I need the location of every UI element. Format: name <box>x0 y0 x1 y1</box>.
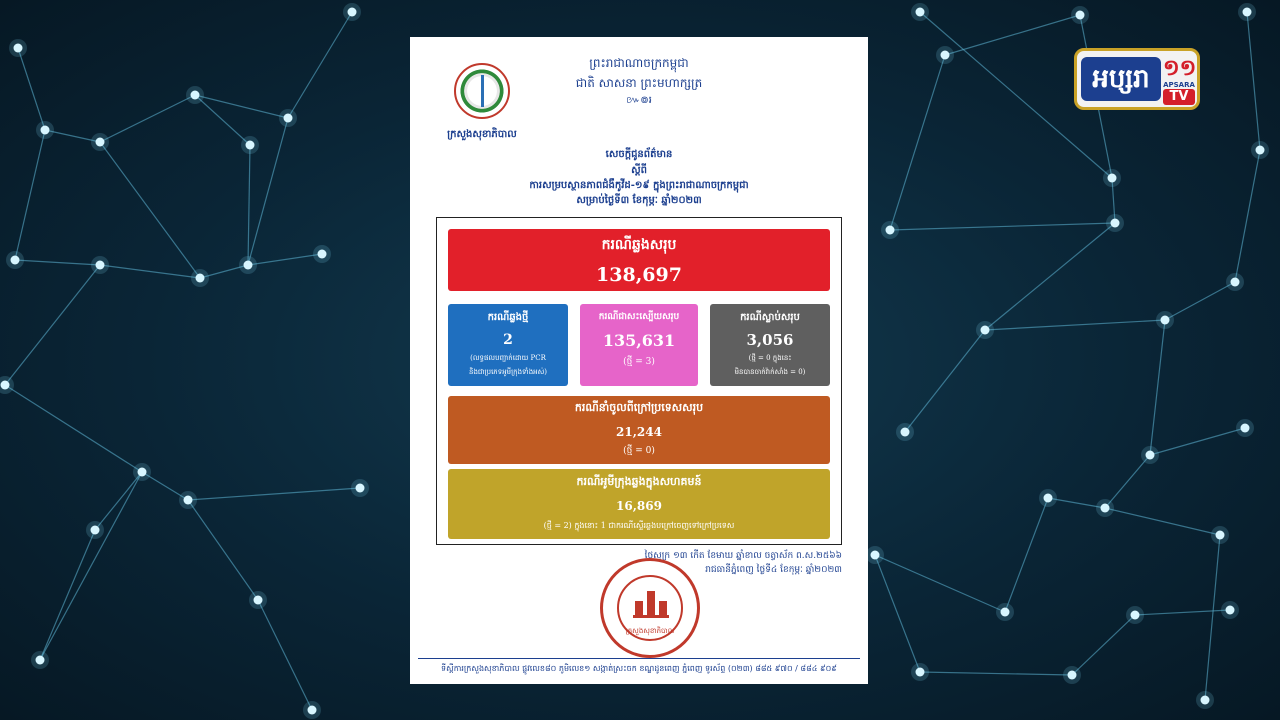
network-node <box>91 526 100 535</box>
network-link <box>195 95 250 145</box>
total-cases-value: 138,697 <box>596 264 682 286</box>
network-node <box>96 138 105 147</box>
network-link <box>1105 455 1150 508</box>
network-link <box>248 254 322 265</box>
network-link <box>95 472 142 530</box>
network-link <box>5 265 100 385</box>
apsara-tv-logo <box>1074 48 1200 110</box>
network-node <box>901 428 910 437</box>
network-node <box>11 256 20 265</box>
network-link <box>18 48 45 130</box>
network-node <box>138 468 147 477</box>
logo-khmer-text: អប្សរា <box>1081 57 1161 101</box>
new-cases-note-1: (លទ្ធផលបញ្ជាក់ដោយ PCR <box>470 354 546 362</box>
network-node <box>196 274 205 283</box>
network-node <box>14 44 23 53</box>
network-link <box>1205 535 1220 700</box>
title-line-4: សម្រាប់ថ្ងៃទី៣ ខែកុម្ភៈ ឆ្នាំ២០២៣ <box>576 195 702 206</box>
network-link <box>985 223 1115 330</box>
network-node <box>184 496 193 505</box>
network-link <box>905 330 985 432</box>
network-link <box>945 15 1080 55</box>
network-node <box>96 261 105 270</box>
network-node <box>1201 696 1210 705</box>
network-link <box>5 385 142 472</box>
seal-text: ក្រសួងសុខាភិបាល <box>625 627 675 635</box>
network-link <box>1247 12 1260 150</box>
signature-date <box>562 549 842 577</box>
logo-number: ១១ <box>1163 56 1197 81</box>
network-link <box>875 555 920 672</box>
network-link <box>288 12 352 118</box>
network-node <box>1256 146 1265 155</box>
omicron-value: 16,869 <box>616 499 662 513</box>
total-cases-label: ករណីឆ្លងសរុប <box>601 237 677 253</box>
network-link <box>248 145 250 265</box>
document-footer: ទីស្តីការក្រសួងសុខាភិបាល ផ្លូវលេខ៨០ ភូមិលេខ១ សង្កាត់ស្រះចក ខណ្ឌដូនពេញ ភ្នំពេញ ទូរស័ព្ទ (០២៣) ៨៨៥ ៩៧០ / ៨៨៤ ៩០៩ <box>418 658 860 675</box>
network-node <box>254 596 263 605</box>
deaths-label: ករណីស្លាប់សរុប <box>740 312 800 323</box>
network-link <box>40 472 142 660</box>
network-node <box>36 656 45 665</box>
header-ornament: ៚៙៛ <box>626 95 652 106</box>
recovered-box <box>580 304 698 386</box>
network-node <box>981 326 990 335</box>
network-link <box>1235 150 1260 282</box>
imported-cases-value: 21,244 <box>616 425 662 439</box>
new-cases-label: ករណីឆ្លងថ្មី <box>487 312 529 323</box>
omicron-label: ករណីអូមីក្រុងឆ្លងក្នុងសហគមន៍ <box>576 475 702 488</box>
network-link <box>195 95 288 118</box>
title-line-1: សេចក្តីជូនព័ត៌មាន <box>605 149 673 160</box>
network-node <box>244 261 253 270</box>
new-cases-note-2: និងជាប្រភេទអូមីក្រុងទាំងអស់) <box>469 368 547 376</box>
signature-line-2: រាជធានីភ្នំពេញ ថ្ងៃទី៤ ខែកុម្ភៈ ឆ្នាំ២០២៣ <box>705 565 842 575</box>
network-node <box>1068 671 1077 680</box>
new-cases-box <box>448 304 568 386</box>
network-node <box>1101 504 1110 513</box>
ministry-name: ក្រសួងសុខាភិបាល <box>447 129 517 140</box>
network-node <box>1241 424 1250 433</box>
network-link <box>890 223 1115 230</box>
recovered-label: ករណីជាសះស្បើយសរុប <box>598 312 680 322</box>
logo-brand: APSARA <box>1163 81 1195 89</box>
recovered-note: (ថ្មី = 3) <box>623 357 655 367</box>
omicron-community-box <box>448 469 830 539</box>
network-node <box>246 141 255 150</box>
logo-tv: TV <box>1163 89 1195 105</box>
network-node <box>916 668 925 677</box>
network-node <box>916 8 925 17</box>
network-node <box>1108 174 1117 183</box>
network-node <box>886 226 895 235</box>
total-cases-box <box>448 229 830 291</box>
network-node <box>941 51 950 60</box>
network-link <box>15 260 100 265</box>
network-link <box>1005 498 1048 612</box>
network-node <box>356 484 365 493</box>
network-link <box>1105 508 1220 535</box>
network-node <box>1001 608 1010 617</box>
covid-report-document <box>410 37 868 684</box>
network-node <box>284 114 293 123</box>
network-link <box>100 265 200 278</box>
ministry-of-health-emblem <box>454 63 510 119</box>
network-link <box>1135 610 1230 615</box>
network-link <box>258 600 312 710</box>
network-node <box>1226 606 1235 615</box>
network-node <box>1161 316 1170 325</box>
imported-cases-box <box>448 396 830 464</box>
network-link <box>1072 615 1135 675</box>
omicron-note: (ថ្មី = 2) ក្នុងនោះ 1 ជាករណីស្ទើរឆ្លងបក្រៅចេញទៅក្រៅប្រទេស <box>543 521 735 530</box>
imported-cases-label: ករណីនាំចូលពីក្រៅប្រទេសសរុប <box>574 401 704 414</box>
recovered-value: 135,631 <box>602 331 676 350</box>
deaths-note-1: (ថ្មី = 0 ក្នុងនេះ <box>748 354 792 362</box>
new-cases-value: 2 <box>503 332 513 348</box>
network-node <box>191 91 200 100</box>
network-link <box>188 488 360 500</box>
motto-heading: ជាតិ សាសនា ព្រះមហាក្សត្រ <box>575 76 703 90</box>
network-node <box>1 381 10 390</box>
network-node <box>348 8 357 17</box>
official-seal <box>600 558 700 658</box>
imported-cases-note: (ថ្មី = 0) <box>623 446 655 456</box>
signature-line-1: ថ្ងៃសុក្រ ១៣ កើត ខែមាឃ ឆ្នាំខាល ចត្វាស័ក ព.ស.២៥៦៦ <box>644 551 842 561</box>
title-line-3: ការសម្របស្ថានភាពជំងឺកូវីដ-១៩ ក្នុងព្រះរាជាណាចក្រកម្ពុជា <box>529 180 749 191</box>
network-node <box>1111 219 1120 228</box>
network-node <box>1243 8 1252 17</box>
kingdom-heading: ព្រះរាជាណាចក្រកម្ពុជា <box>589 56 689 70</box>
deaths-value: 3,056 <box>746 331 794 349</box>
network-link <box>875 555 1005 612</box>
network-node <box>1146 451 1155 460</box>
network-node <box>871 551 880 560</box>
network-node <box>308 706 317 715</box>
network-link <box>40 530 95 660</box>
network-link <box>100 95 195 142</box>
network-link <box>920 672 1072 675</box>
network-node <box>1216 531 1225 540</box>
network-link <box>985 320 1165 330</box>
network-node <box>1044 494 1053 503</box>
title-line-2: ស្តីពី <box>631 165 647 176</box>
network-link <box>188 500 258 600</box>
network-node <box>318 250 327 259</box>
network-link <box>1150 320 1165 455</box>
network-node <box>1131 611 1140 620</box>
network-link <box>15 130 45 260</box>
network-link <box>1150 428 1245 455</box>
network-node <box>1231 278 1240 287</box>
network-node <box>41 126 50 135</box>
deaths-box <box>710 304 830 386</box>
deaths-note-2: មិនបានចាក់វ៉ាក់សាំង = 0) <box>734 368 806 376</box>
network-link <box>1165 282 1235 320</box>
network-link <box>100 142 200 278</box>
network-link <box>890 55 945 230</box>
network-node <box>1076 11 1085 20</box>
